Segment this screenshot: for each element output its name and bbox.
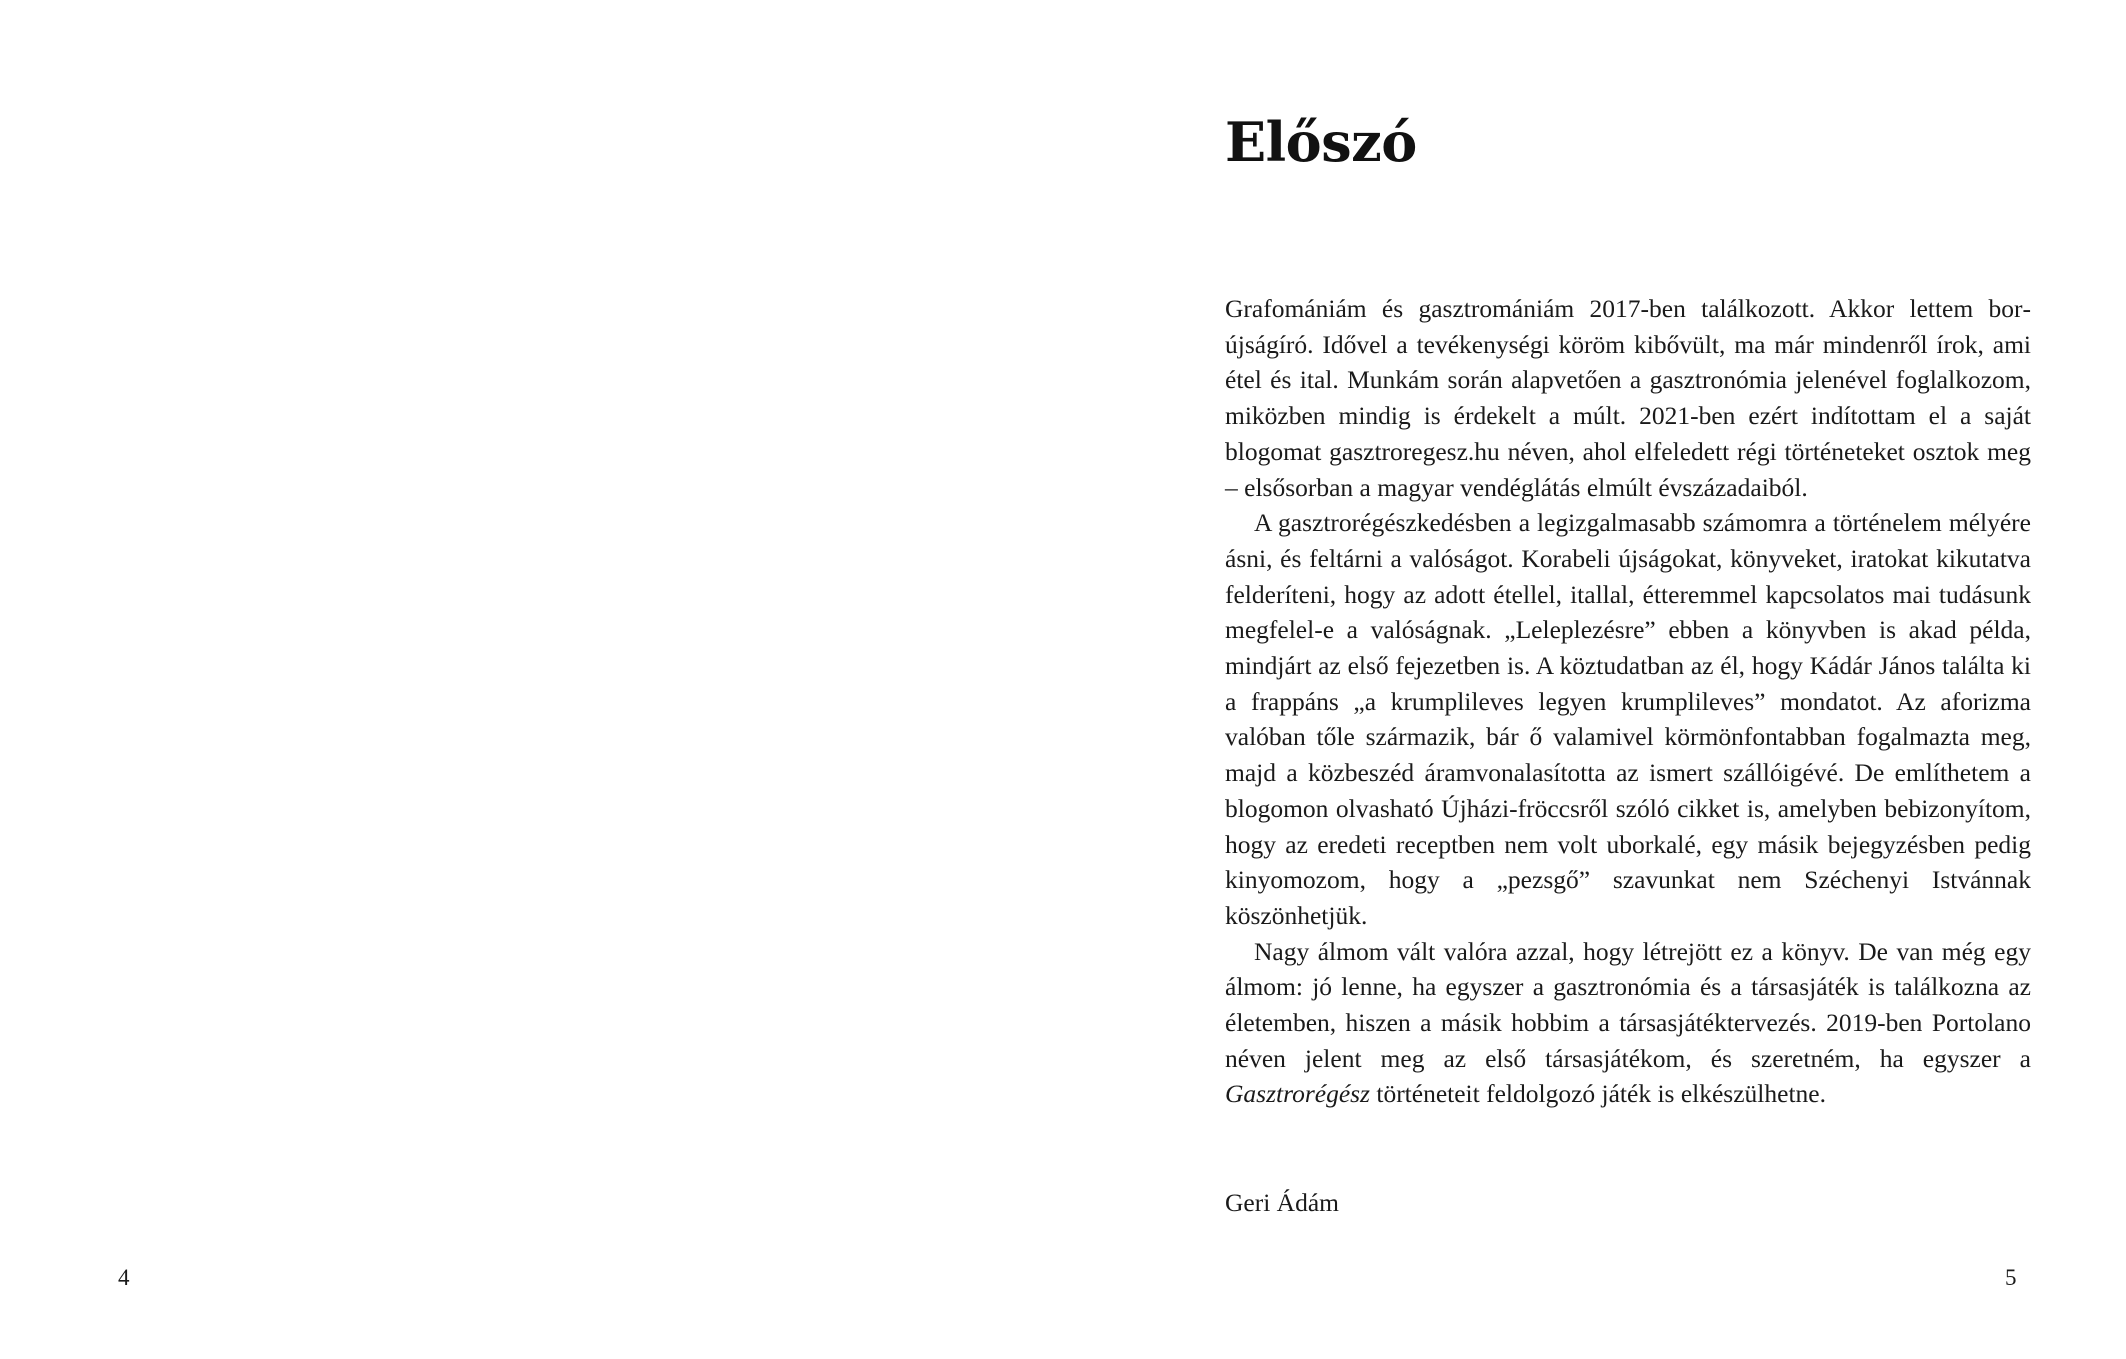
author-signature: Geri Ádám <box>1225 1188 1340 1217</box>
chapter-title: Előszó <box>1225 110 1417 174</box>
preface-body <box>1225 291 2031 1112</box>
paragraph-3 <box>1225 934 2031 1113</box>
paragraph-3-text-start: Nagy álmom vált valóra azzal, hogy létrejött ez a könyv. De van még egy álmom: jó lenne, ha egyszer a gasztronómia és a társasjáték is találkozna az életemben, hiszen a másik hobbim a társasjátéktervezés. 2019-ben Portolano néven jelent meg az első társasjátékom, és szeretném, ha egyszer a <box>1225 936 2031 1073</box>
page-number-left: 4 <box>118 1265 130 1290</box>
paragraph-1: Grafomániám és gasztromániám 2017-ben találkozott. Akkor lettem borújságíró. Idővel a tevékenységi köröm kibővült, ma már mindenről írok, ami étel és ital. Munkám során alapvetően a gasztronómia jelenével foglalkozom, miközben mindig is érdekelt a múlt. 2021-ben ezért indítottam el a saját blogomat gasztroregesz.hu néven, ahol elfeledett régi történeteket osztok meg – elsősorban a magyar vendéglátás elmúlt évszázadaiból. <box>1225 294 2031 502</box>
paragraph-3-text-end: történeteit feldolgozó játék is elkészülhetne. <box>1369 1079 1826 1109</box>
page-number-right: 5 <box>2005 1265 2017 1290</box>
right-page <box>1063 0 2126 1359</box>
paragraph-2: A gasztrorégészkedésben a legizgalmasabb számomra a történelem mélyére ásni, és feltárni a valóságot. Korabeli újságokat, könyveket, iratokat kikutatva felderíteni, hogy az adott étellel, itallal, étteremmel kapcsolatos mai tudásunk megfelel-e a valóságnak. „Leleplezésre” ebben a könyvben is akad példa, mindjárt az első fejezetben is. A köztudatban az él, hogy Kádár János találta ki a frappáns „a krumplileves legyen krumplileves” mondatot. Az aforizma valóban tőle származik, bár ő valamivel körmönfontabban fogalmazta meg, majd a közbeszéd áramvonalasította az ismert szállóigévé. De említhetem a blogomon olvasható Újházi-fröccsről szóló cikket is, amelyben bebizonyítom, hogy az eredeti receptben nem volt uborkalé, egy másik bejegyzésben pedig kinyomozom, hogy a „pezsgő” szavunkat nem Széchenyi Istvánnak köszönhetjük. <box>1225 508 2031 930</box>
book-title-italic: Gasztrorégész <box>1225 1079 1370 1109</box>
